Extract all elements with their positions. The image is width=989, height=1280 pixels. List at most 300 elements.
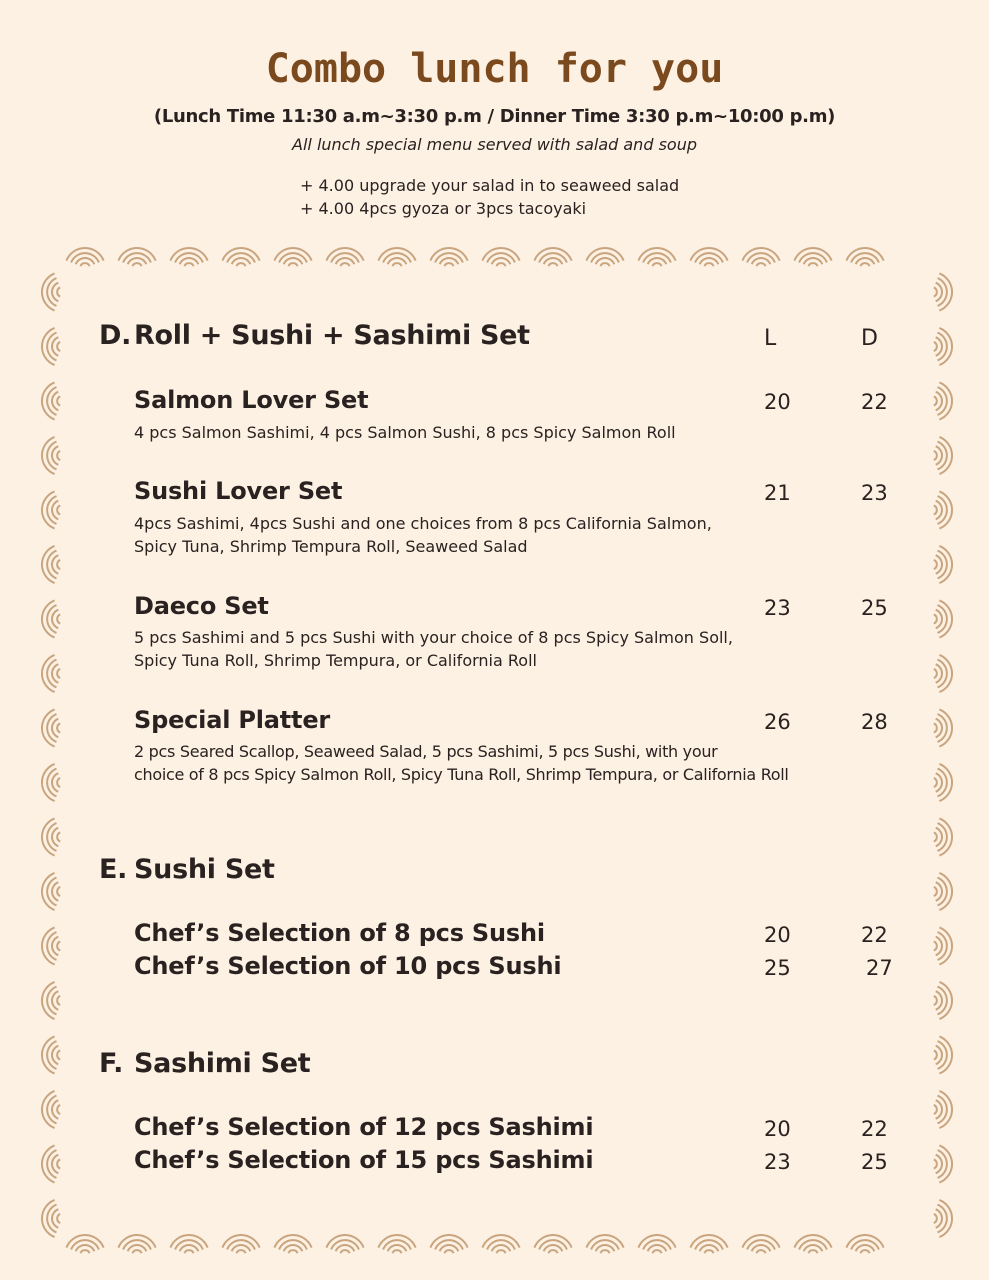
wave-arc-icon (939, 328, 952, 365)
wave-arc-icon (596, 258, 615, 264)
wave-arc-icon (939, 491, 952, 528)
wave-arc-icon (274, 248, 311, 261)
wave-arc-icon (934, 1050, 937, 1059)
wave-arc-icon (690, 1235, 727, 1248)
wave-arc-icon (936, 773, 942, 792)
wave-arc-icon (47, 387, 56, 415)
wave-arc-icon (934, 614, 937, 623)
wave-arc-icon (638, 248, 675, 261)
wave-arc-icon (939, 1091, 952, 1128)
wave-arc-icon (331, 253, 359, 262)
wave-arc-icon (236, 1250, 245, 1253)
wave-arc-icon (938, 769, 947, 797)
wave-arc-icon (57, 887, 60, 896)
wave-arc-icon (170, 248, 207, 261)
wave-arc-icon (860, 263, 869, 266)
dinner-price: 23 (861, 481, 888, 505)
wave-arc-icon (180, 1245, 199, 1251)
wave-arc-icon (76, 258, 95, 264)
wave-arc-icon (42, 1200, 55, 1237)
wave-arc-icon (331, 1240, 359, 1249)
wave-arc-icon (57, 1105, 60, 1114)
wave-arc-icon (939, 818, 952, 855)
wave-arc-icon (934, 832, 937, 841)
wave-arc-icon (794, 248, 831, 261)
lunch-price: 20 (764, 923, 791, 947)
wave-arc-icon (804, 1245, 823, 1251)
wave-arc-icon (47, 333, 56, 361)
wave-arc-icon (57, 287, 60, 296)
wave-arc-icon (938, 605, 947, 633)
wave-arc-icon (936, 1209, 942, 1228)
wave-arc-icon (591, 253, 619, 262)
wave-arc-icon (42, 1091, 55, 1128)
wave-arc-icon (936, 991, 942, 1010)
wave-arc-icon (52, 283, 58, 302)
wave-arc-icon (47, 987, 56, 1015)
wave-arc-icon (42, 655, 55, 692)
wave-arc-icon (42, 927, 55, 964)
wave-arc-icon (600, 1250, 609, 1253)
wave-arc-icon (236, 263, 245, 266)
wave-arc-icon (936, 610, 942, 629)
wave-arc-icon (42, 1145, 55, 1182)
wave-arc-icon (934, 505, 937, 514)
wave-arc-icon (52, 555, 58, 574)
wave-arc-icon (794, 1235, 831, 1248)
wave-arc-icon (57, 1214, 60, 1223)
wave-arc-icon (939, 927, 952, 964)
wave-arc-icon (851, 253, 879, 262)
wave-arc-icon (742, 248, 779, 261)
wave-arc-icon (57, 1159, 60, 1168)
wave-arc-icon (435, 253, 463, 262)
wave-arc-icon (66, 1235, 103, 1248)
wave-arc-icon (47, 442, 56, 470)
wave-arc-icon (71, 253, 99, 262)
wave-arc-icon (378, 248, 415, 261)
lunch-price: 20 (764, 390, 791, 414)
wave-arc-icon (42, 273, 55, 310)
wave-arc-icon (52, 501, 58, 520)
lunch-price: 21 (764, 481, 791, 505)
wave-arc-icon (47, 1150, 56, 1178)
wave-arc-icon (288, 263, 297, 266)
wave-arc-icon (52, 882, 58, 901)
wave-arc-icon (52, 446, 58, 465)
wave-arc-icon (123, 1240, 151, 1249)
wave-arc-icon (548, 1250, 557, 1253)
wave-arc-icon (80, 263, 89, 266)
wave-arc-icon (938, 878, 947, 906)
wave-arc-icon (47, 1041, 56, 1069)
wave-arc-icon (123, 253, 151, 262)
wave-arc-icon (936, 555, 942, 574)
wave-arc-icon (939, 982, 952, 1019)
wave-arc-icon (938, 1096, 947, 1124)
wave-arc-icon (383, 253, 411, 262)
wave-arc-icon (440, 258, 459, 264)
wave-arc-icon (52, 337, 58, 356)
wave-arc-icon (700, 258, 719, 264)
wave-arc-icon (936, 719, 942, 738)
wave-arc-icon (934, 778, 937, 787)
wave-arc-icon (52, 991, 58, 1010)
wave-arc-icon (704, 1250, 713, 1253)
wave-arc-icon (690, 248, 727, 261)
wave-arc-icon (42, 437, 55, 474)
menu-item-description: 2 pcs Seared Scallop, Seaweed Salad, 5 pcs Sashimi, 5 pcs Sushi, with your choice of 8 pcs Spicy Salmon Roll, Spicy Tuna Roll, Shrimp Tempura, or California Roll (134, 742, 789, 784)
wave-arc-icon (936, 283, 942, 302)
wave-arc-icon (939, 764, 952, 801)
wave-arc-icon (938, 387, 947, 415)
lunch-price: 26 (764, 710, 791, 734)
wave-arc-icon (936, 446, 942, 465)
menu-item-description: 5 pcs Sashimi and 5 pcs Sushi with your choice of 8 pcs Spicy Salmon Soll, Spicy Tuna Roll, Shrimp Tempura, or California Roll (134, 628, 733, 670)
wave-arc-icon (799, 1240, 827, 1249)
wave-arc-icon (57, 996, 60, 1005)
wave-arc-icon (284, 1245, 303, 1251)
wave-arc-icon (934, 1214, 937, 1223)
wave-arc-icon (128, 258, 147, 264)
wave-arc-icon (938, 1205, 947, 1233)
menu-item-description: 4 pcs Salmon Sashimi, 4 pcs Salmon Sushi, 8 pcs Spicy Salmon Roll (134, 423, 676, 442)
wave-arc-icon (227, 253, 255, 262)
dinner-price: 25 (861, 596, 888, 620)
wave-arc-icon (496, 263, 505, 266)
wave-arc-icon (57, 723, 60, 732)
wave-arc-icon (643, 253, 671, 262)
wave-arc-icon (57, 560, 60, 569)
wave-arc-icon (756, 263, 765, 266)
wave-arc-icon (388, 1245, 407, 1251)
wave-arc-icon (52, 1155, 58, 1174)
wave-arc-icon (939, 655, 952, 692)
wave-arc-icon (71, 1240, 99, 1249)
wave-arc-icon (42, 709, 55, 746)
wave-arc-icon (938, 660, 947, 688)
menu-item-name: Chef’s Selection of 12 pcs Sashimi (134, 1113, 594, 1141)
wave-arc-icon (57, 1050, 60, 1059)
wave-arc-icon (939, 382, 952, 419)
wave-arc-icon (934, 342, 937, 351)
wave-arc-icon (939, 600, 952, 637)
wave-arc-icon (47, 1096, 56, 1124)
wave-arc-icon (586, 1235, 623, 1248)
wave-arc-icon (544, 258, 563, 264)
wave-arc-icon (846, 1235, 883, 1248)
wave-arc-icon (756, 1250, 765, 1253)
menu-item-name: Sushi Lover Set (134, 477, 343, 505)
wave-arc-icon (47, 932, 56, 960)
column-header-lunch: L (764, 326, 777, 351)
wave-arc-icon (939, 709, 952, 746)
wave-arc-icon (544, 1245, 563, 1251)
wave-arc-icon (939, 546, 952, 583)
wave-arc-icon (938, 987, 947, 1015)
wave-arc-icon (934, 1105, 937, 1114)
wave-arc-icon (76, 1245, 95, 1251)
wave-arc-icon (175, 253, 203, 262)
wave-arc-icon (132, 1250, 141, 1253)
wave-arc-icon (52, 937, 58, 956)
wave-arc-icon (539, 253, 567, 262)
wave-arc-icon (42, 491, 55, 528)
wave-arc-icon (934, 941, 937, 950)
wave-arc-icon (648, 1245, 667, 1251)
wave-arc-icon (938, 496, 947, 524)
dinner-price: 22 (861, 1117, 888, 1141)
wave-arc-icon (939, 873, 952, 910)
wave-arc-icon (47, 769, 56, 797)
wave-arc-icon (52, 1209, 58, 1228)
wave-arc-icon (57, 669, 60, 678)
wave-arc-icon (548, 263, 557, 266)
menu-item-name: Daeco Set (134, 592, 269, 620)
wave-arc-icon (57, 451, 60, 460)
wave-arc-icon (52, 610, 58, 629)
menu-item-name: Chef’s Selection of 15 pcs Sashimi (134, 1146, 594, 1174)
dinner-price: 25 (861, 1150, 888, 1174)
wave-arc-icon (132, 263, 141, 266)
wave-arc-icon (808, 263, 817, 266)
wave-arc-icon (383, 1240, 411, 1249)
wave-arc-icon (643, 1240, 671, 1249)
wave-arc-icon (52, 664, 58, 683)
wave-arc-icon (184, 1250, 193, 1253)
wave-arc-icon (492, 258, 511, 264)
wave-arc-icon (222, 248, 259, 261)
wave-arc-icon (42, 982, 55, 1019)
wave-arc-icon (695, 1240, 723, 1249)
menu-item-name: Special Platter (134, 706, 331, 734)
wave-arc-icon (747, 253, 775, 262)
wave-arc-icon (52, 1046, 58, 1065)
lunch-price: 20 (764, 1117, 791, 1141)
wave-arc-icon (936, 337, 942, 356)
wave-arc-icon (336, 1245, 355, 1251)
wave-arc-icon (42, 546, 55, 583)
wave-arc-icon (804, 258, 823, 264)
wave-arc-icon (591, 1240, 619, 1249)
wave-arc-icon (47, 496, 56, 524)
wave-arc-icon (444, 1250, 453, 1253)
wave-arc-icon (851, 1240, 879, 1249)
wave-arc-icon (47, 714, 56, 742)
wave-arc-icon (936, 882, 942, 901)
wave-arc-icon (57, 505, 60, 514)
wave-arc-icon (652, 263, 661, 266)
menu-item-description: 4pcs Sashimi, 4pcs Sushi and one choices from 8 pcs California Salmon, Spicy Tuna, Shrimp Tempura Roll, Seaweed Salad (134, 514, 712, 556)
wave-arc-icon (392, 1250, 401, 1253)
upgrade-side-text: + 4.00 4pcs gyoza or 3pcs tacoyaki (300, 199, 587, 218)
wave-arc-icon (652, 1250, 661, 1253)
wave-arc-icon (939, 273, 952, 310)
wave-arc-icon (482, 1235, 519, 1248)
section-heading-d: D. Roll + Sushi + Sashimi Set (99, 320, 530, 351)
wave-arc-icon (80, 1250, 89, 1253)
wave-arc-icon (938, 1041, 947, 1069)
wave-arc-icon (47, 551, 56, 579)
wave-arc-icon (934, 287, 937, 296)
wave-arc-icon (175, 1240, 203, 1249)
wave-arc-icon (128, 1245, 147, 1251)
dinner-price: 22 (861, 923, 888, 947)
wave-arc-icon (539, 1240, 567, 1249)
wave-arc-icon (52, 773, 58, 792)
wave-arc-icon (934, 560, 937, 569)
menu-item-name: Salmon Lover Set (134, 386, 369, 414)
wave-arc-icon (340, 263, 349, 266)
wave-arc-icon (934, 996, 937, 1005)
column-header-dinner: D (861, 326, 878, 351)
wave-arc-icon (596, 1245, 615, 1251)
dinner-price: 22 (861, 390, 888, 414)
wave-arc-icon (57, 396, 60, 405)
wave-arc-icon (936, 664, 942, 683)
wave-arc-icon (487, 253, 515, 262)
wave-arc-icon (936, 1155, 942, 1174)
wave-arc-icon (934, 1159, 937, 1168)
wave-arc-icon (938, 551, 947, 579)
wave-arc-icon (42, 764, 55, 801)
wave-arc-icon (52, 392, 58, 411)
wave-arc-icon (934, 723, 937, 732)
wave-arc-icon (695, 253, 723, 262)
wave-arc-icon (938, 1150, 947, 1178)
wave-arc-icon (170, 1235, 207, 1248)
wave-arc-icon (66, 248, 103, 261)
wave-arc-icon (934, 669, 937, 678)
wave-arc-icon (47, 660, 56, 688)
wave-arc-icon (936, 828, 942, 847)
wave-arc-icon (336, 258, 355, 264)
wave-arc-icon (752, 258, 771, 264)
wave-arc-icon (378, 1235, 415, 1248)
wave-arc-icon (799, 253, 827, 262)
wave-arc-icon (118, 1235, 155, 1248)
wave-arc-icon (227, 1240, 255, 1249)
wave-arc-icon (52, 719, 58, 738)
wave-arc-icon (47, 878, 56, 906)
wave-arc-icon (939, 1145, 952, 1182)
served-note: All lunch special menu served with salad and soup (292, 135, 697, 154)
wave-arc-icon (184, 263, 193, 266)
wave-arc-icon (42, 382, 55, 419)
wave-arc-icon (586, 248, 623, 261)
wave-arc-icon (934, 887, 937, 896)
wave-arc-icon (279, 1240, 307, 1249)
wave-arc-icon (487, 1240, 515, 1249)
menu-item-name: Chef’s Selection of 10 pcs Sushi (134, 952, 562, 980)
wave-arc-icon (700, 1245, 719, 1251)
wave-arc-icon (284, 258, 303, 264)
dinner-price: 28 (861, 710, 888, 734)
wave-arc-icon (938, 442, 947, 470)
wave-arc-icon (808, 1250, 817, 1253)
wave-arc-icon (860, 1250, 869, 1253)
wave-arc-icon (57, 614, 60, 623)
wave-arc-icon (42, 600, 55, 637)
wave-arc-icon (936, 1046, 942, 1065)
wave-arc-icon (856, 1245, 875, 1251)
wave-arc-icon (42, 1036, 55, 1073)
wave-arc-icon (392, 263, 401, 266)
wave-arc-icon (939, 437, 952, 474)
lunch-price: 23 (764, 1150, 791, 1174)
wave-arc-icon (440, 1245, 459, 1251)
wave-arc-icon (492, 1245, 511, 1251)
wave-arc-icon (274, 1235, 311, 1248)
wave-arc-icon (52, 1100, 58, 1119)
wave-arc-icon (704, 263, 713, 266)
wave-arc-icon (340, 1250, 349, 1253)
wave-arc-icon (326, 248, 363, 261)
wave-arc-icon (938, 714, 947, 742)
section-heading-e: E. Sushi Set (99, 854, 275, 885)
wave-arc-icon (742, 1235, 779, 1248)
upgrade-salad-text: + 4.00 upgrade your salad in to seaweed salad (300, 176, 680, 195)
wave-arc-icon (57, 941, 60, 950)
wave-arc-icon (232, 258, 251, 264)
wave-arc-icon (648, 258, 667, 264)
wave-arc-icon (57, 832, 60, 841)
wave-arc-icon (482, 248, 519, 261)
wave-arc-icon (118, 248, 155, 261)
wave-arc-icon (47, 1205, 56, 1233)
section-heading-f: F. Sashimi Set (99, 1048, 311, 1079)
lunch-price: 25 (764, 956, 791, 980)
wave-arc-icon (846, 248, 883, 261)
wave-arc-icon (42, 328, 55, 365)
page-title: Combo lunch for you (265, 46, 724, 92)
wave-arc-icon (57, 778, 60, 787)
wave-arc-icon (600, 263, 609, 266)
wave-arc-icon (42, 818, 55, 855)
wave-arc-icon (47, 278, 56, 306)
wave-arc-icon (934, 396, 937, 405)
wave-arc-icon (288, 1250, 297, 1253)
wave-arc-icon (52, 828, 58, 847)
wave-arc-icon (47, 823, 56, 851)
wave-arc-icon (435, 1240, 463, 1249)
menu-item-name: Chef’s Selection of 8 pcs Sushi (134, 919, 545, 947)
wave-arc-icon (534, 248, 571, 261)
wave-arc-icon (444, 263, 453, 266)
wave-arc-icon (279, 253, 307, 262)
wave-arc-icon (47, 605, 56, 633)
wave-arc-icon (752, 1245, 771, 1251)
wave-arc-icon (936, 937, 942, 956)
wave-arc-icon (534, 1235, 571, 1248)
dinner-price: 27 (866, 956, 893, 980)
wave-arc-icon (934, 451, 937, 460)
wave-arc-icon (42, 873, 55, 910)
wave-arc-icon (938, 278, 947, 306)
wave-arc-icon (430, 248, 467, 261)
wave-arc-icon (936, 392, 942, 411)
wave-arc-icon (747, 1240, 775, 1249)
lunch-price: 23 (764, 596, 791, 620)
wave-arc-icon (936, 1100, 942, 1119)
wave-arc-icon (326, 1235, 363, 1248)
wave-arc-icon (430, 1235, 467, 1248)
wave-arc-icon (938, 333, 947, 361)
hours-text: (Lunch Time 11:30 a.m~3:30 p.m / Dinner Time 3:30 p.m~10:00 p.m) (153, 106, 836, 127)
wave-arc-icon (938, 932, 947, 960)
wave-arc-icon (856, 258, 875, 264)
wave-arc-icon (232, 1245, 251, 1251)
